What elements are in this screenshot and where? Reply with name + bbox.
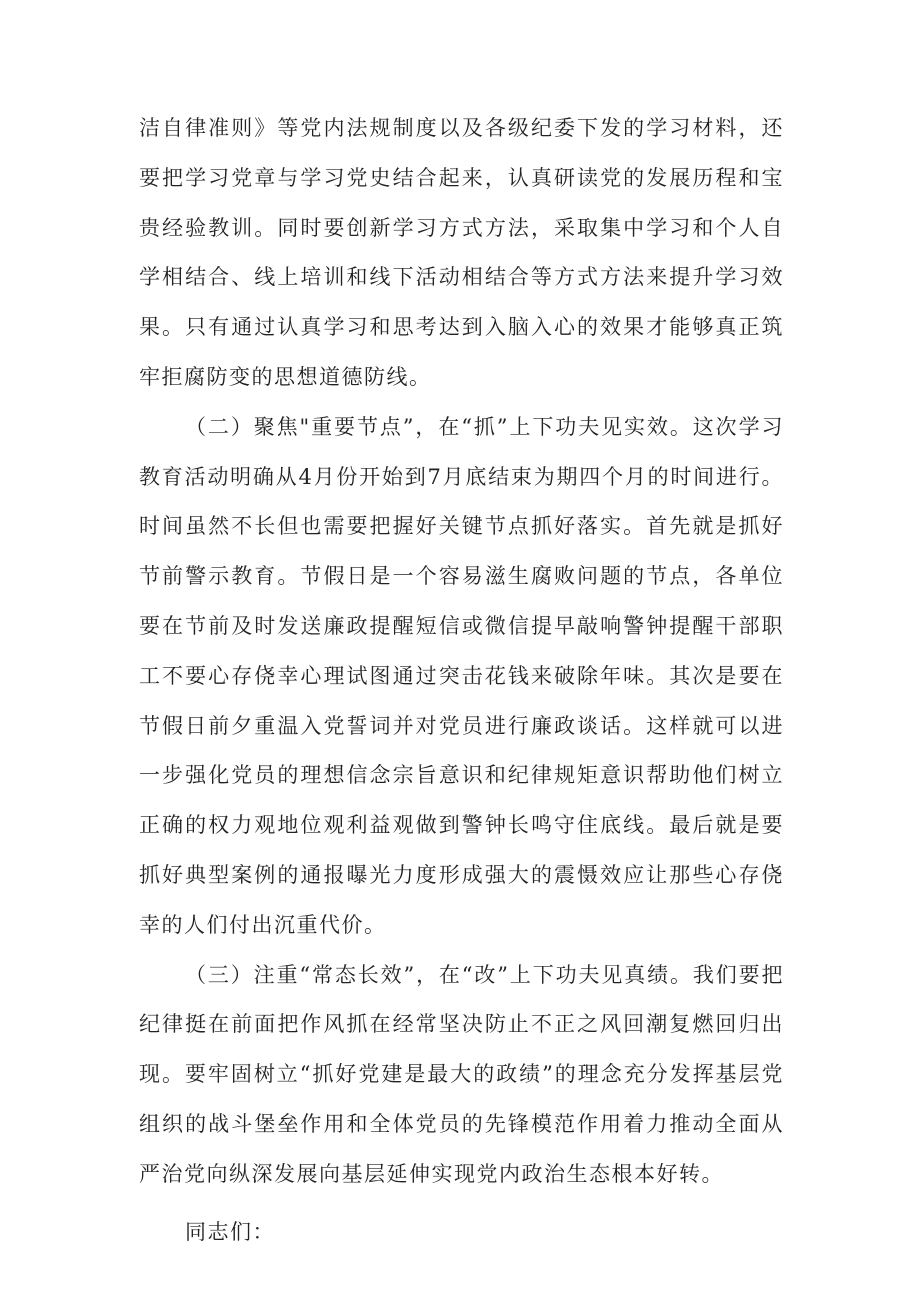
paragraph-section-three: （三）注重“常态长效”，在“改”上下功夫见真绩。我们要把纪律挺在前面把作风抓在经常坚决防止不正之风回潮复燃回归出现。要牢固树立“抓好党建是最大的政绩”的理念充分发挥基层党组织的战斗堡垒作用和全体党员的先锋模范作用着力推动全面从严治党向纵深发展向基层延伸实现党内政治生态根本好转。 bbox=[139, 962, 784, 1186]
paragraph-continuation: 洁自律准则》等党内法规制度以及各级纪委下发的学习材料，还要把学习党章与学习党史结合起来，认真研读党的发展历程和宝贵经验教训。同时要创新学习方式方法，采取集中学习和个人自学相结合、线上培训和线下活动相结合等方式方法来提升学习效果。只有通过认真学习和思考达到入脑入心的效果才能够真正筑牢拒腐防变的思想道德防线。 bbox=[139, 116, 784, 389]
document-body bbox=[139, 104, 784, 1257]
greeting-line: 同志们： bbox=[185, 1219, 275, 1244]
paragraph-section-two: （二）聚焦"重要节点”，在“抓”上下功夫见实效。这次学习教育活动明确从4月份开始到7月底结束为期四个月的时间进行。时间虽然不长但也需要把握好关键节点抓好落实。首先就是抓好节前警示教育。节假日是一个容易滋生腐败问题的节点，各单位要在节前及时发送廉政提醒短信或微信提早敲响警钟提醒干部职工不要心存侥幸心理试图通过突击花钱来破除年味。其次是要在节假日前夕重温入党誓词并对党员进行廉政谈话。这样就可以进一步强化党员的理想信念宗旨意识和纪律规矩意识帮助他们树立正确的权力观地位观利益观做到警钟长鸣守住底线。最后就是要抓好典型案例的通报曝光力度形成强大的震慑效应让那些心存侥幸的人们付出沉重代价。 bbox=[139, 414, 784, 937]
